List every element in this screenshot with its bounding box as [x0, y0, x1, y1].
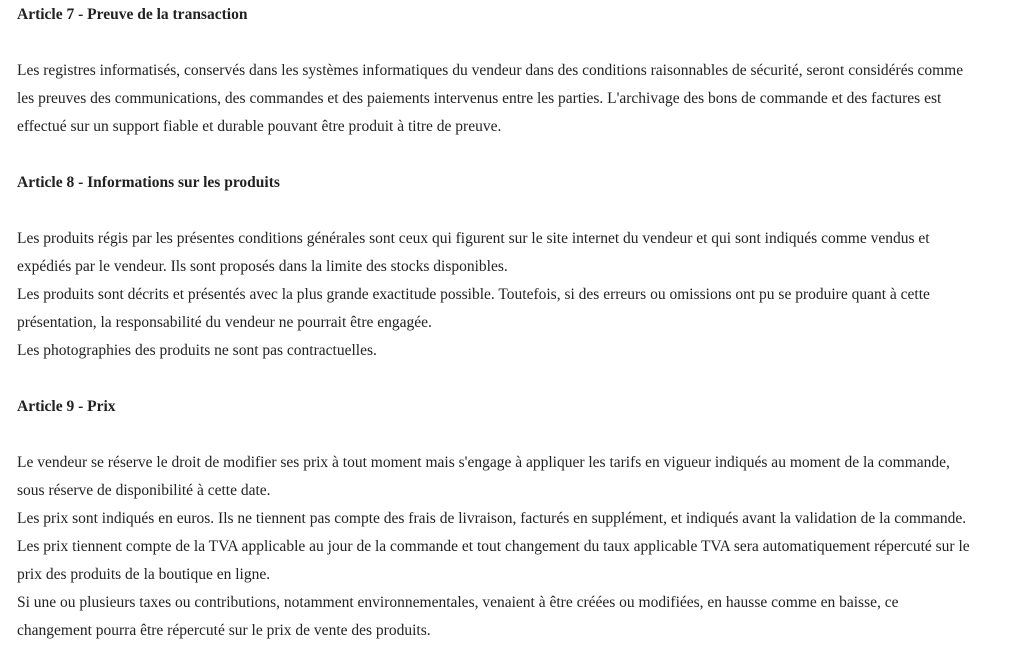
- article-9-paragraph-2: Les prix sont indiqués en euros. Ils ne tiennent pas compte des frais de livraison, facturés en supplément, et indiqués avant la validation de la commande. Les prix tiennent compte de la TVA applicable au jour de la commande et tout changement du taux applicable TVA sera automatiquement répercuté sur le prix des produits de la boutique en ligne.: [17, 510, 970, 583]
- article-7-body: [17, 57, 977, 141]
- article-8-paragraph-2: Les produits sont décrits et présentés avec la plus grande exactitude possible. Toutefois, si des erreurs ou omissions ont pu se produire quant à cette présentation, la responsabilité du vendeur ne pourrait être engagée.: [17, 286, 930, 331]
- article-8: [17, 169, 977, 365]
- article-7: [17, 1, 977, 141]
- article-7-paragraph-1: Les registres informatisés, conservés dans les systèmes informatiques du vendeur dans des conditions raisonnables de sécurité, seront considérés comme les preuves des communications, des commandes et des paiements intervenus entre les parties. L'archivage des bons de commande et des factures est effectué sur un support fiable et durable pouvant être produit à titre de preuve.: [17, 62, 964, 135]
- article-8-body: [17, 225, 977, 365]
- article-7-title: Article 7 - Preuve de la transaction: [17, 6, 248, 23]
- article-9-paragraph-1: Le vendeur se réserve le droit de modifier ses prix à tout moment mais s'engage à appliquer les tarifs en vigueur indiqués au moment de la commande, sous réserve de disponibilité à cette date.: [17, 454, 950, 499]
- article-8-title: Article 8 - Informations sur les produits: [17, 174, 280, 191]
- article-9-title: Article 9 - Prix: [17, 398, 116, 415]
- article-9-body: [17, 449, 977, 645]
- article-8-paragraph-3: Les photographies des produits ne sont pas contractuelles.: [17, 342, 377, 359]
- article-9-paragraph-3: Si une ou plusieurs taxes ou contributions, notamment environnementales, venaient à être créées ou modifiées, en hausse comme en baisse, ce changement pourra être répercuté sur le prix de vente des produits.: [17, 594, 899, 639]
- article-9: [17, 393, 977, 645]
- article-8-paragraph-1: Les produits régis par les présentes conditions générales sont ceux qui figurent sur le site internet du vendeur et qui sont indiqués comme vendus et expédiés par le vendeur. Ils sont proposés dans la limite des stocks disponibles.: [17, 230, 930, 275]
